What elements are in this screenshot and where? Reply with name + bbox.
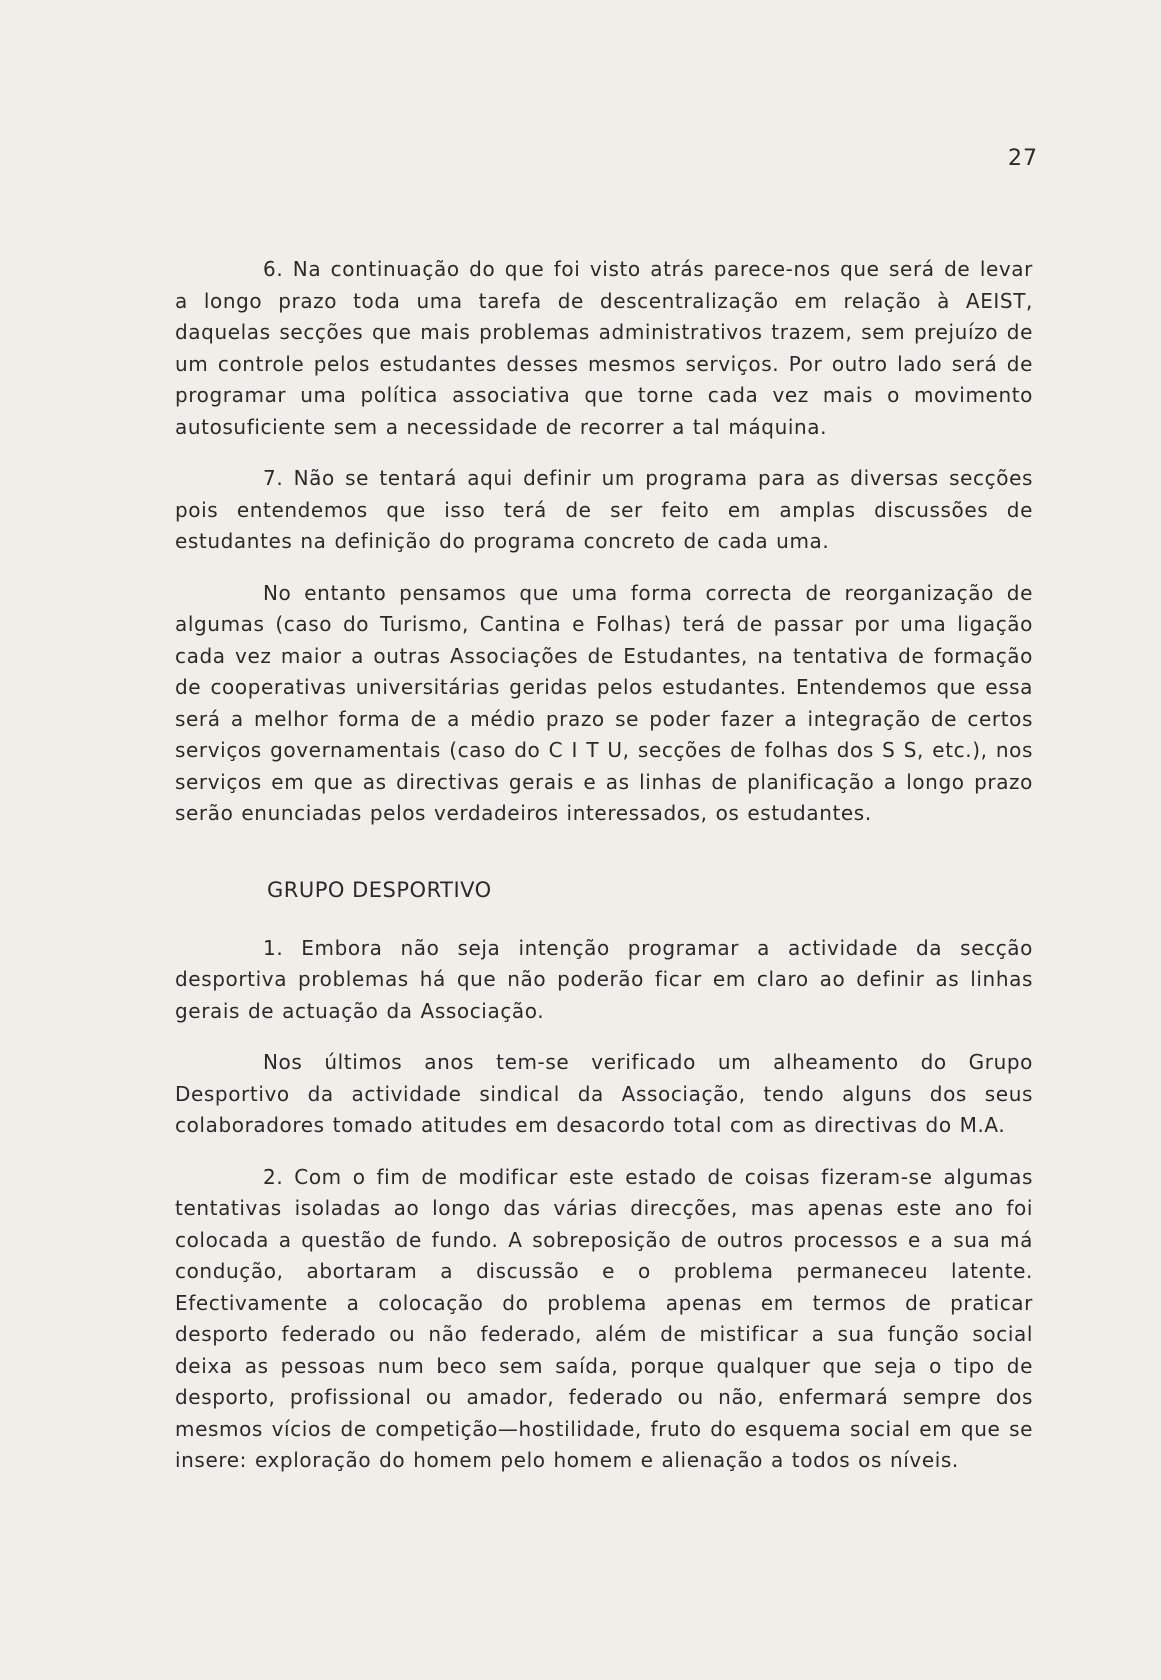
paragraph-reorganization: No entanto pensamos que uma forma correcta de reorganização de algumas (caso do Turismo, Cantina e Folhas) terá de passar por uma ligação cada vez maior a outras Associações de Estudantes, na tentativa de formação de cooperativas universitárias geridas pelos estudantes. Entendemos que essa será a melhor forma de a médio prazo se poder fazer a integração de certos serviços governamentais (caso do C I T U, secções de folhas dos S S, etc.), nos serviços em que as directivas gerais e as linhas de planificação a longo prazo serão enunciadas pelos verdadeiros interessados, os estudantes. [175, 580, 1033, 825]
paragraph-7: 7. Não se tentará aqui definir um programa para as diversas secções pois entendemos que isso terá de ser feito em amplas discussões de estudantes na definição do programa concreto de cada uma. [175, 466, 1033, 553]
paragraph-6: 6. Na continuação do que foi visto atrás parece-nos que será de levar a longo prazo toda uma tarefa de descentralização em relação à AEIST, daquelas secções que mais problemas administrativos trazem, sem prejuízo de um controle pelos estudantes desses mesmos serviços. Por outro lado será de programar uma política associativa que torne cada vez mais o movimento autosuficiente sem a necessidade de recorrer a tal máquina. [175, 257, 1033, 439]
paragraph-grupo-1: 1. Embora não seja intenção programar a actividade da secção desportiva problemas há que não poderão ficar em claro ao definir as linhas gerais de actuação da Associação. [175, 935, 1033, 1023]
section-heading: GRUPO DESPORTIVO [267, 877, 492, 902]
page-number: 27 [1008, 146, 1038, 171]
page-body [175, 254, 1033, 1477]
paragraph-grupo-2: 2. Com o fim de modificar este estado de coisas fizeram-se algumas tentativas isoladas ao longo das várias direcções, mas apenas este ano foi colocada a questão de fundo. A sobreposição de outros processos e a sua má condução, abortaram a discussão e o problema permaneceu latente. Efectivamente a colocação do problema apenas em termos de praticar desporto federado ou não federado, além de mistificar a sua função social deixa as pessoas num beco sem saída, porque qualquer que seja o tipo de desporto, profissional ou amador, federado ou não, enfermará sempre dos mesmos vícios de competição—hostilidade, fruto do esquema social em que se insere: exploração do homem pelo homem e alienação a todos os níveis. [175, 1164, 1033, 1472]
paragraph-grupo-alheamento: Nos últimos anos tem-se verificado um alheamento do Grupo Desportivo da actividade sindical da Associação, tendo alguns dos seus colaboradores tomado atitudes em desacordo total com as directivas do M.A. [175, 1050, 1033, 1137]
